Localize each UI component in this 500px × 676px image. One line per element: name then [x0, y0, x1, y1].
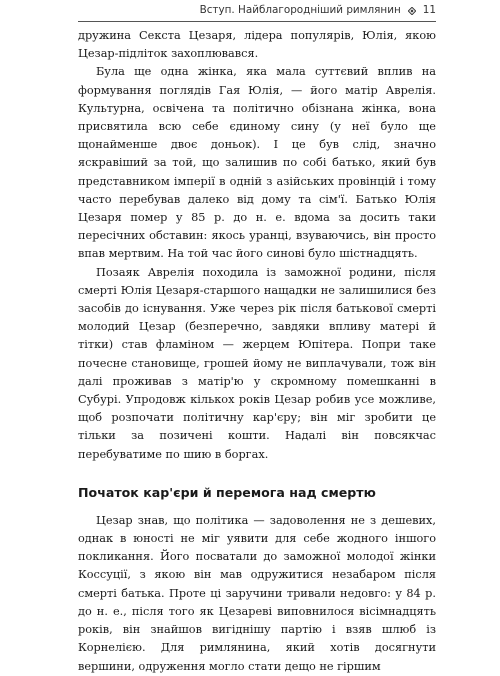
- paragraph: Була ще одна жінка, яка мала суттєвий вплив на формування поглядів Гая Юлія, — його матір Аврелія. Культурна, освічена та політично обізнана жінка, вона присвятила всю себе єдиному сину (у неї було ще щонайменше двоє доньок). І це був слід, значно яскравіший за той, що залишив по собі батько, який був представником імперії в одній з азійських провінцій і тому часто перебував далеко від дому та сім'ї. Батько Юлія Цезаря помер у 85 р. до н. е. вдома за досить таки пересічних обставин: якось уранці, взуваючись, він просто впав мертвим. На той час його синові було шістнадцять.: [78, 65, 436, 261]
- diamond-icon: [408, 6, 416, 14]
- running-header: [78, 0, 436, 20]
- paragraph: Цезар знав, що політика — задоволення не з дешевих, однак в юності не міг уявити для себе жодного іншого покликання. Його посватали до заможної молодої жінки Коссуції, з якою він мав одружитися незабаром після смерті батька. Проте ці заручини тривали недовго: у 84 р. до н. е., після того як Цезареві виповнилося вісімнадцять років, він знайшов вигіднішу партію і взяв шлюб із Корнелією. Для римлянина, який хотів досягнути вершини, одруження могло стати дещо не гіршим: [78, 513, 436, 673]
- body-text: [78, 27, 436, 676]
- running-title: Вступ. Найблагородніший римлянин: [199, 4, 401, 16]
- paragraph: Позаяк Аврелія походила із заможної родини, після смерті Юлія Цезаря-старшого нащадки не залишилися без засобів до існування. Уже через рік після батькової смерті молодий Цезар (безперечно, завдяки впливу матері й тітки) став фламіном — жерцем Юпітера. Попри таке почесне становище, грошей йому не виплачували, тож він далі проживав з матір'ю у скромному помешканні в Субурі. Упродовж кількох років Цезар робив усе можливе, щоб розпочати політичну кар'єру; він міг зробити це тільки за позичені кошти. Надалі він повсякчас перебуватиме по шию в боргах.: [78, 265, 436, 461]
- page-number: 11: [422, 4, 436, 16]
- paragraph: дружина Секста Цезаря, лідера популярів, Юлія, якою Цезар-підліток захоплювався.: [78, 29, 436, 61]
- header-divider: [78, 21, 436, 22]
- section-heading: Початок кар'єри й перемога над смертю: [78, 484, 376, 500]
